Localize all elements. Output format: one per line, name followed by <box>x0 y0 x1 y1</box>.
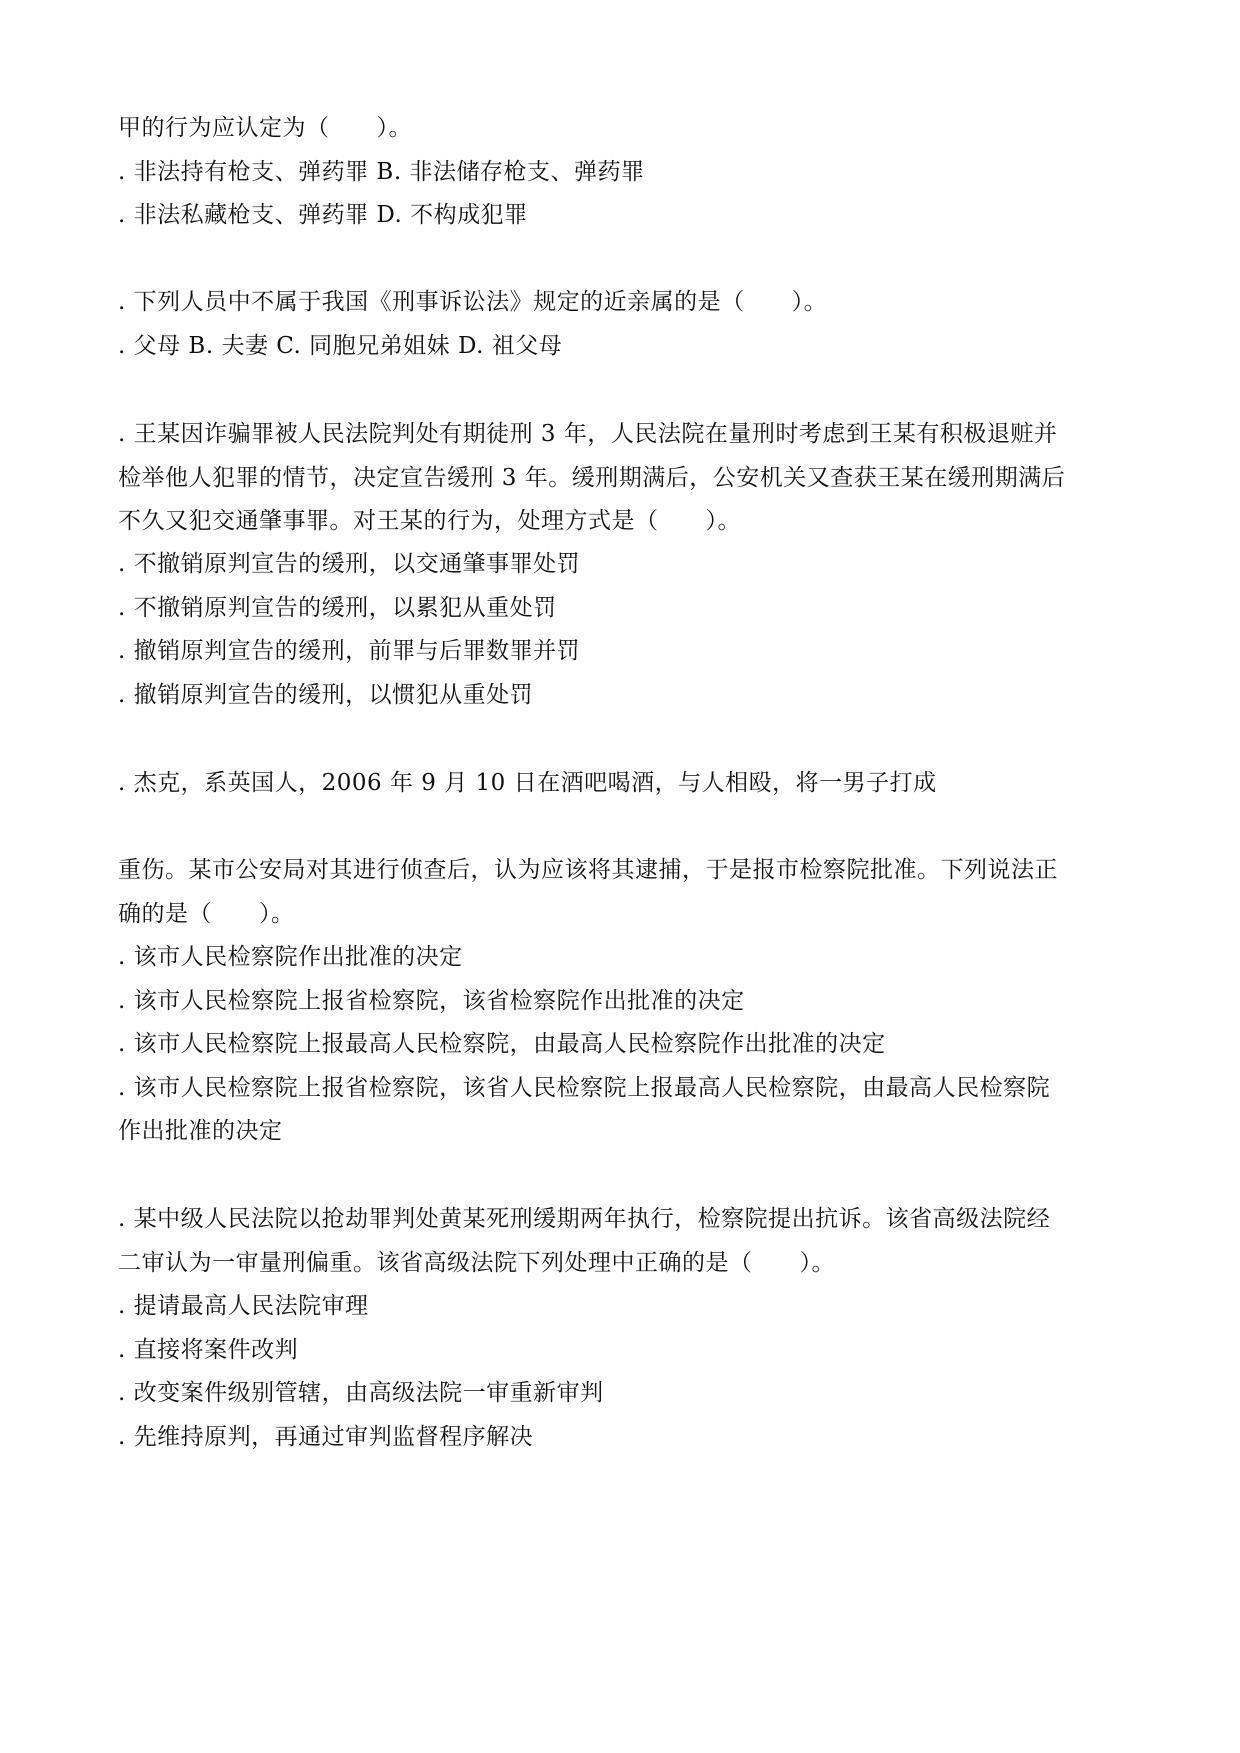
q4-stem-line: 确的是（ ）。 <box>118 901 295 927</box>
q2-option-line: . 父母 B. 夫妻 C. 同胞兄弟姐妹 D. 祖父母 <box>118 333 563 359</box>
q4-stem-line: 重伤。某市公安局对其进行侦查后，认为应该将其逮捕，于是报市检察院批准。下列说法正 <box>118 857 1058 883</box>
q5-stem-line: 二审认为一审量刑偏重。该省高级法院下列处理中正确的是（ ）。 <box>118 1250 835 1276</box>
q1-option-line: . 非法私藏枪支、弹药罪 D. 不构成犯罪 <box>118 202 528 228</box>
q5-option: . 改变案件级别管辖，由高级法院一审重新审判 <box>118 1380 604 1406</box>
q3-stem-line: 检举他人犯罪的情节，决定宣告缓刑 3 年。缓刑期满后，公安机关又查获王某在缓刑期满后 <box>118 465 1066 491</box>
q3-option: . 撤销原判宣告的缓刑，前罪与后罪数罪并罚 <box>118 638 581 664</box>
q4-option: . 该市人民检察院上报最高人民检察院，由最高人民检察院作出批准的决定 <box>118 1031 886 1057</box>
q3-stem-line: 不久又犯交通肇事罪。对王某的行为，处理方式是（ ）。 <box>118 508 741 534</box>
q3-option: . 不撤销原判宣告的缓刑，以累犯从重处罚 <box>118 595 557 621</box>
q4-option: . 该市人民检察院作出批准的决定 <box>118 944 463 970</box>
q3-option: . 不撤销原判宣告的缓刑，以交通肇事罪处罚 <box>118 551 581 577</box>
q4-stem-line: . 杰克，系英国人，2006 年 9 月 10 日在酒吧喝酒，与人相殴，将一男子打成 <box>118 770 937 796</box>
q2-stem: . 下列人员中不属于我国《刑事诉讼法》规定的近亲属的是（ ）。 <box>118 289 828 315</box>
q5-option: . 提请最高人民法院审理 <box>118 1293 369 1319</box>
q1-stem-tail: 甲的行为应认定为（ ）。 <box>118 115 412 141</box>
q4-option-continuation: 作出批准的决定 <box>118 1118 283 1144</box>
q3-stem-line: . 王某因诈骗罪被人民法院判处有期徒刑 3 年，人民法院在量刑时考虑到王某有积极退赃并 <box>118 421 1058 447</box>
q5-option: . 先维持原判，再通过审判监督程序解决 <box>118 1424 534 1450</box>
q4-option: . 该市人民检察院上报省检察院，该省检察院作出批准的决定 <box>118 988 745 1014</box>
q1-option-line: . 非法持有枪支、弹药罪 B. 非法储存枪支、弹药罪 <box>118 159 645 185</box>
q5-stem-line: . 某中级人民法院以抢劫罪判处黄某死刑缓期两年执行，检察院提出抗诉。该省高级法院经 <box>118 1206 1051 1232</box>
q4-option: . 该市人民检察院上报省检察院，该省人民检察院上报最高人民检察院，由最高人民检察院 <box>118 1075 1051 1101</box>
q3-option: . 撤销原判宣告的缓刑，以惯犯从重处罚 <box>118 682 534 708</box>
q5-option: . 直接将案件改判 <box>118 1337 299 1363</box>
